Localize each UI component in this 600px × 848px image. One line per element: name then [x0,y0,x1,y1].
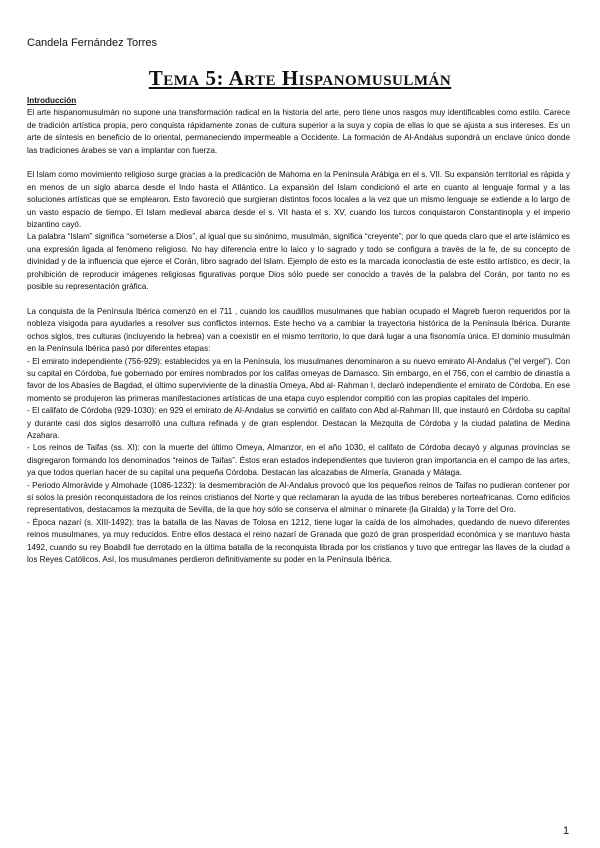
list-item-taifas: - Los reinos de Taifas (ss. XI): con la muerte del último Omeya, Almanzor, en el año 1030, el califato de Córdoba decayó y algunas provincias se disgregaron formando los denominados “reinos de Taifas”. Éstos eran estados independientes que tuvieron gran importancia en el campo de las artes, ya que todos querían hacer de su capital una pequeña Córdoba. Destacan las alcazabas de Almería, Granada y Málaga. [27,443,570,478]
author-name: Candela Fernández Torres [27,37,158,49]
paragraph-conquest: La conquista de la Península Ibérica comenzó en el 711 , cuando los caudillos musulmanes que habían ocupado el Magreb fueron requeridos por la nobleza visigoda para ayudarles a resolver sus conflictos internos. Este hecho va a cambiar la trayectoria histórica de la Península Ibérica. Durante ochos siglos, tres culturas (incluyendo la hebrea) van a coexistir en el mismo territorio, lo que dará lugar a una fisonomía única. El dominio musulmán en la Península Ibérica pasó por diferentes etapas: [27,306,570,354]
intro-heading: Introducción [27,96,77,105]
list-item-emirato: - El emirato independiente (756-929): establecidos ya en la Península, los musulmanes denominaron a su nuevo emirato Al-Andalus (“el vergel”). Con su capital en Córdoba, fue gobernado por emires nombrados por los califas omeyas de Damasco. Sin embargo, en el 756, con el cambio de dinastía a favor de los Abasíes de Bagdad, el último superviviente de la dinastía Omeya, Abd al- Rahman I, declaró independiente el emirato de Córdoba. En ese momento se produjeron las primeras manifestaciones artísticas de una etapa cuyo esplendor compitió con las propias capitales del imperio. [27,356,570,403]
paragraph-meaning: La palabra “Islam” significa “someterse a Dios”, al igual que su sinónimo, musulmán, significa “creyente”; por lo que queda claro que el arte islámico es una expresión ligada al fenómeno religioso. No hay diferencia entre lo laico y lo sagrado y todo se configura a través de la fe, de su concepto de divinidad y de la influencia que ejerce el Corán, libro sagrado del Islam. Ejemplo de esto es la marcada iconoclastia de este estilo artístico, es decir, la prohibición de reproducir imágenes religiosas figurativas porque Dios sólo puede ser conocido a través de la palabra del Corán, por tanto no es posible su representación gráfica. [27,232,570,292]
page-title: Tema 5: Arte Hispanomusulmán [148,66,452,90]
list-item-almoravide: - Periodo Almorávide y Almohade (1086-1232): la desmembración de Al-Andalus provocó que los pequeños reinos de Taifas no pudieran contener por sí solos la presión reconquistadora de los reinos cristianos del Norte y que reclamaran la ayuda de las tribus bereberes norteafricanas. Como edificios representativos, destacamos la mezquita de Sevilla, de la que hoy sólo se conserva el alminar o minarete (la Giralda) y la Torre del Oro. [27,480,570,515]
paragraph-intro: El arte hispanomusulmán no supone una transformación radical en la historia del arte, pero tiene unos rasgos muy identificables como estilo. Carece de tradición artística propia, pero conquista rápidamente zonas de cultura superior a la suya y copia de ellas lo que se ajusta a sus intereses. Es un arte de síntesis en beneficio de lo oriental, permaneciendo impermeable a Occidente. La formación de Al-Andalus supondrá un enclave único donde las tradiciones árabes se van a implantar con fuerza. [27,108,570,155]
page-number: 1 [563,825,570,837]
list-item-nazari: - Época nazarí (s. XIII-1492): tras la batalla de las Navas de Tolosa en 1212, tiene lugar la caída de los almohades, quedando de nuevo diferentes reinos musulmanes, ya muy reducidos. Entre ellos destaca el reino nazarí de Granada que gozó de gran prosperidad económica y se mantuvo hasta 1492, cuando su rey Boabdil fue derrotado en la última batalla de la reconquista librada por los cristianos y tuvo que entregar las llaves de la ciudad a los Reyes Católicos. Así, los musulmanes perdieron definitivamente su poder en la Península Ibérica. [27,517,570,564]
paragraph-islam: El Islam como movimiento religioso surge gracias a la predicación de Mahoma en la Península Arábiga en el s. VII. Su expansión territorial es rápida y en menos de un siglo abarca desde el Indo hasta el Atlántico. La expansión del Islam condicionó el arte en cuanto al lenguaje formal y a las soluciones artísticas que se emplearon. Esto favoreció que surgieran distintos focos locales a la vez que un mismo lenguaje se extiende a lo largo de un vasto espacio de tiempo. El Islam medieval abarca desde el s. VII hasta el s. XV, cuando los turcos conquistaron Constantinopla y el imperio bizantino cayó. [27,170,570,230]
document-body [27,95,570,566]
list-item-califato: - El califato de Córdoba (929-1030): en 929 el emirato de Al-Andalus se convirtió en califato con Abd al-Rahman III, que instauró en Córdoba su capital y durante casi dos siglos desarrolló una cultura refinada y de gran esplendor. Destacan la Mezquita de Córdoba y la ciudad palatina de Medina Azahara. [27,406,570,440]
